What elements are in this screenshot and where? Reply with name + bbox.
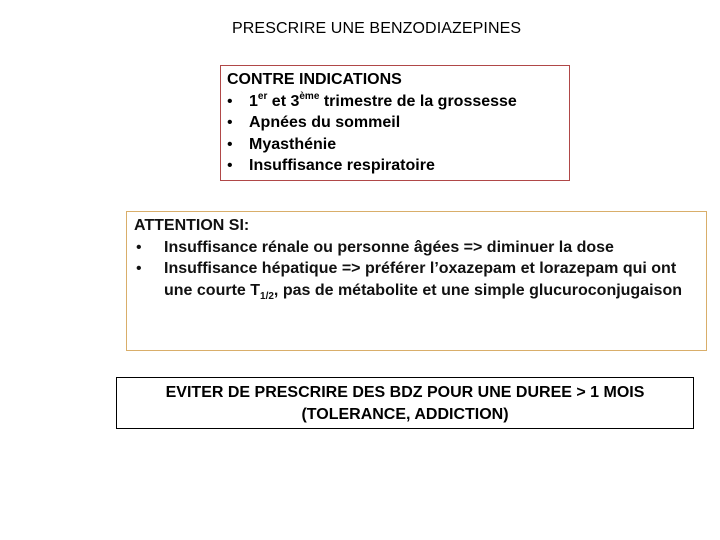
bullet-icon: • bbox=[227, 157, 233, 174]
item-text: Insuffisance respiratoire bbox=[249, 157, 435, 174]
warning-line-2: (TOLERANCE, ADDICTION) bbox=[301, 405, 509, 423]
list-item bbox=[227, 91, 569, 113]
attention-box bbox=[126, 211, 707, 351]
list-item bbox=[227, 112, 569, 134]
bullet-icon: • bbox=[136, 260, 142, 277]
item-text: 1 bbox=[249, 92, 258, 110]
superscript: er bbox=[257, 90, 268, 102]
warning-line-1: EVITER DE PRESCRIRE DES BDZ POUR UNE DUREE > 1 MOIS bbox=[165, 384, 645, 401]
list-item bbox=[134, 237, 706, 259]
bullet-icon: • bbox=[136, 238, 142, 256]
bullet-icon: • bbox=[227, 114, 233, 131]
warning-box bbox=[116, 377, 694, 429]
contre-indications-list bbox=[227, 91, 569, 177]
item-text: Apnées du sommeil bbox=[249, 114, 401, 131]
list-item bbox=[227, 155, 569, 177]
contre-indications-heading: CONTRE INDICATIONS bbox=[227, 71, 402, 88]
contre-indications-box bbox=[220, 65, 570, 181]
subscript: 1/2 bbox=[260, 290, 274, 302]
item-text: , pas de métabolite et une simple glucuroconjugaison bbox=[273, 281, 682, 299]
list-item bbox=[227, 134, 569, 156]
item-text: Insuffisance hépatique => préférer l’oxazepam et lorazepam qui ont une courte T bbox=[164, 260, 677, 299]
page-title: PRESCRIRE UNE BENZODIAZEPINES bbox=[232, 20, 522, 37]
item-text: et 3 bbox=[267, 92, 300, 110]
bullet-icon: • bbox=[227, 92, 233, 110]
bullet-icon: • bbox=[227, 135, 233, 153]
item-text: Insuffisance rénale ou personne âgées => diminuer la dose bbox=[164, 238, 614, 256]
item-text: Myasthénie bbox=[249, 135, 337, 153]
list-item bbox=[134, 258, 706, 301]
attention-heading: ATTENTION SI: bbox=[134, 217, 250, 234]
item-text: trimestre de la grossesse bbox=[319, 92, 517, 110]
attention-list bbox=[134, 237, 706, 302]
superscript: ème bbox=[299, 90, 320, 102]
